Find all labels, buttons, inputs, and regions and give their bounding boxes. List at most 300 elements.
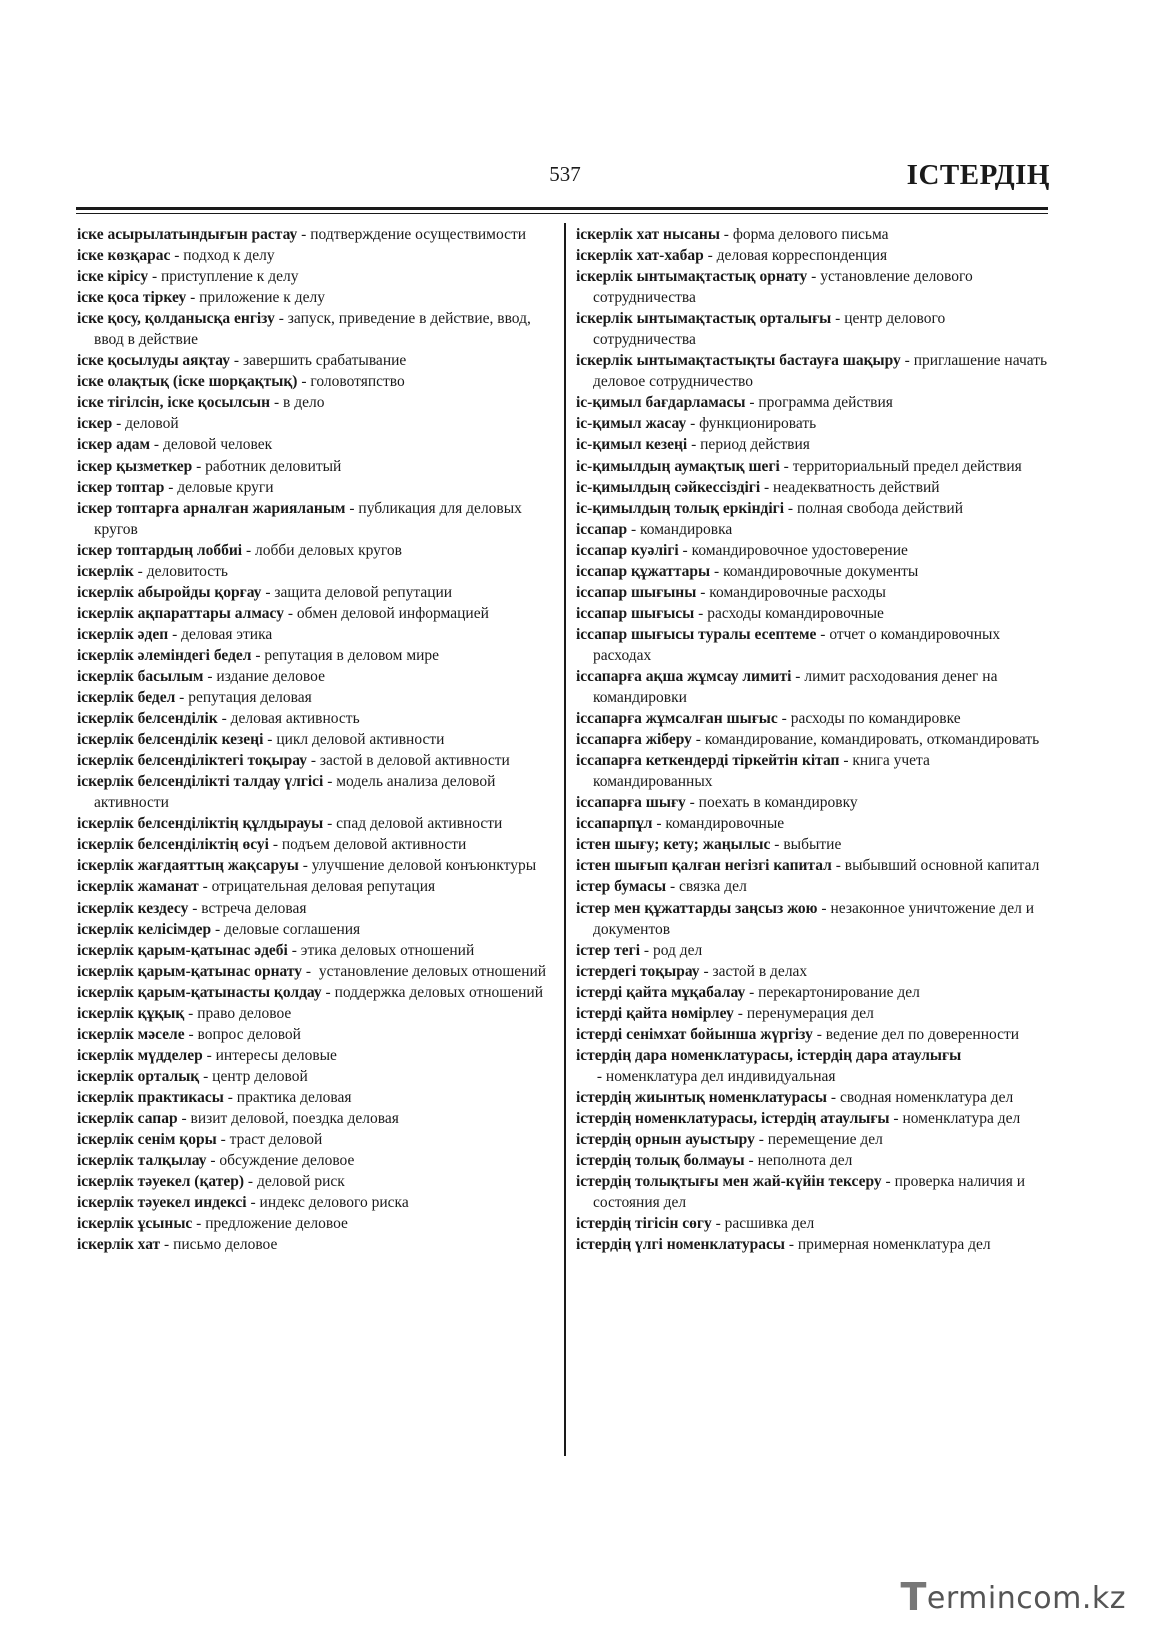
entry-term: іскерлік кездесу: [77, 899, 189, 917]
dictionary-entry: [77, 666, 551, 687]
dictionary-entry: [576, 603, 1050, 624]
dictionary-entry: [576, 540, 1050, 561]
entry-term: іскерлік тәуекел индексі: [77, 1194, 247, 1212]
entry-term: іссапарға жіберу: [576, 731, 692, 749]
entry-term: іскерлік әдеп: [77, 625, 169, 643]
dictionary-entry: [576, 477, 1050, 498]
dictionary-entry: [576, 876, 1050, 897]
entry-term: іскерлік басылым: [77, 667, 204, 685]
dictionary-entry: [77, 287, 551, 308]
entry-definition: встреча деловая: [201, 899, 307, 917]
entry-term: іскерлік тәуекел (қатер): [77, 1173, 245, 1191]
entry-definition: командировка: [640, 520, 733, 538]
entry-definition: запуск, приведение в действие, ввод, ввод в действие: [94, 310, 531, 349]
entry-separator: -: [283, 604, 297, 622]
entry-separator: -: [206, 1152, 220, 1170]
entry-separator: -: [831, 857, 845, 875]
entry-definition: деловая этика: [181, 625, 273, 643]
dictionary-entry: [77, 350, 551, 371]
entry-definition: подход к делу: [183, 247, 275, 265]
entry-term: іскерлік белсенділіктің өсуі: [77, 836, 269, 854]
entry-definition: обмен деловой информацией: [296, 604, 489, 622]
entry-term: іссапарға ақша жұмсау лимиті: [576, 667, 792, 685]
dictionary-entry: [576, 961, 1050, 982]
dictionary-entry: [77, 855, 551, 876]
entry-definition: деловой человек: [162, 436, 273, 454]
entry-definition: репутация деловая: [188, 689, 312, 707]
entry-term: іскерлік сенім қоры: [77, 1131, 217, 1149]
entry-definition: расходы командировочные: [707, 604, 884, 622]
dictionary-entry: [77, 898, 551, 919]
entry-term: істер мен құжаттарды заңсыз жою: [576, 899, 818, 917]
entry-definition: территориальный предел действия: [792, 457, 1022, 475]
entry-separator: -: [686, 415, 700, 433]
dictionary-entry: [77, 1066, 551, 1087]
entry-separator: -: [719, 226, 733, 243]
entry-term: іскерлік: [77, 562, 134, 580]
entry-definition: поехать в командировку: [698, 794, 858, 812]
entry-definition: деловая корреспонденция: [716, 247, 888, 265]
entry-term: істердегі тоқырау: [576, 962, 700, 980]
entry-separator: -: [881, 1173, 895, 1191]
entry-separator: -: [640, 941, 653, 959]
entry-term: іске қосылуды аяқтау: [77, 352, 231, 370]
entry-definition: головотяпство: [310, 373, 405, 391]
watermark-text: ermincom.kz: [926, 1581, 1126, 1616]
header-rule-thin: [76, 213, 1048, 214]
dictionary-entry: [576, 982, 1050, 1003]
dictionary-entry: [77, 266, 551, 287]
entry-definition: неадекватность действий: [773, 478, 940, 496]
entry-separator: -: [691, 731, 705, 749]
dictionary-entry: [77, 1171, 551, 1192]
dictionary-entry: [576, 245, 1050, 266]
entry-separator: -: [251, 646, 265, 664]
entry-separator: -: [133, 562, 147, 580]
dictionary-entry: [77, 456, 551, 477]
dictionary-entry: [77, 413, 551, 434]
entry-definition: подъем деловой активности: [281, 836, 467, 854]
dictionary-entry: [77, 1192, 551, 1213]
entry-definition: установление деловых отношений: [318, 962, 547, 980]
entry-term: іскерлік келісімдер: [77, 920, 212, 938]
entry-separator: -: [261, 583, 275, 601]
dictionary-entry: [576, 350, 1050, 392]
entry-term: іскерлік практикасы: [77, 1088, 224, 1106]
entry-definition: выбытие: [783, 836, 842, 854]
entry-definition: право деловое: [197, 1004, 292, 1022]
entry-term: іске көзқарас: [77, 247, 171, 265]
entry-definition: обсуждение деловое: [219, 1152, 355, 1170]
running-head: ІСТЕРДІҢ: [906, 159, 1050, 191]
entry-term: іссапарға шығу: [576, 794, 686, 812]
entry-separator: -: [777, 710, 791, 728]
entry-separator: -: [198, 878, 212, 896]
entry-term: іссапар құжаттары: [576, 562, 711, 580]
entry-definition: выбывший основной капитал: [844, 857, 1040, 875]
entry-term: іссапар куәлігі: [576, 541, 679, 559]
entry-term: іскерлік әлеміндегі бедел: [77, 646, 252, 664]
entry-separator: -: [302, 962, 319, 980]
entry-definition: репутация в деловом мире: [264, 646, 440, 664]
dictionary-entry: [77, 1087, 551, 1108]
entry-separator: -: [817, 899, 831, 917]
entry-definition: завершить срабатывание: [242, 352, 407, 370]
dictionary-entry: [77, 982, 551, 1003]
dictionary-entry: [77, 1234, 551, 1255]
entry-definition: практика деловая: [236, 1088, 352, 1106]
entry-term: іскерлік сапар: [77, 1109, 178, 1127]
entry-separator: -: [184, 1004, 198, 1022]
entry-separator: -: [148, 268, 161, 286]
entry-definition: вопрос деловой: [197, 1025, 301, 1043]
entry-separator: -: [217, 710, 231, 728]
dictionary-entry: [576, 1129, 1050, 1150]
entry-separator: -: [345, 499, 359, 517]
dictionary-entry: [77, 477, 551, 498]
dictionary-entry: [576, 308, 1050, 350]
entry-separator: -: [754, 1131, 768, 1149]
entry-definition: застой в делах: [712, 962, 808, 980]
entry-definition: защита деловой репутации: [274, 583, 453, 601]
entry-separator: -: [202, 1046, 216, 1064]
entry-definition: работник деловитый: [205, 457, 342, 475]
entry-definition: связка дел: [679, 878, 747, 896]
entry-separator: -: [150, 436, 163, 454]
entry-separator: -: [784, 1236, 798, 1254]
entry-term: іссапарға кеткендерді тіркейтін кітап: [576, 752, 840, 770]
dictionary-entry: [77, 940, 551, 961]
entry-separator: -: [812, 1025, 826, 1043]
dictionary-entry: [576, 1003, 1050, 1024]
entry-term: істердің жиынтық номенклатурасы: [576, 1088, 828, 1106]
entry-definition: деловой риск: [256, 1173, 345, 1191]
entry-separator: -: [184, 1025, 198, 1043]
dictionary-entry: [576, 456, 1050, 477]
dictionary-entry: [576, 498, 1050, 519]
dictionary-entry: [77, 498, 551, 540]
entry-term: іскерлік белсенділіктің құлдырауы: [77, 815, 324, 833]
dictionary-entry: [576, 1150, 1050, 1171]
dictionary-entry: [77, 561, 551, 582]
dictionary-entry: [77, 750, 551, 771]
dictionary-entry: [77, 624, 551, 645]
dictionary-entry: [576, 792, 1050, 813]
entry-separator: -: [192, 1215, 206, 1233]
entry-term: істерді қайта мұқабалау: [576, 983, 746, 1001]
dictionary-entry: [576, 898, 1050, 940]
entry-definition: сводная номенклатура дел: [839, 1088, 1014, 1106]
entry-separator: -: [112, 415, 126, 433]
entry-term: іскерлік хат нысаны: [576, 226, 720, 243]
entry-term: істерді сенімхат бойынша жүргізу: [576, 1025, 813, 1043]
entry-separator: -: [203, 667, 217, 685]
dictionary-entry: [77, 540, 551, 561]
entry-term: іскерлік хат-хабар: [576, 247, 704, 265]
entry-term: іскерлік жаманат: [77, 878, 199, 896]
entry-separator: -: [687, 436, 701, 454]
entry-separator: -: [175, 689, 189, 707]
entry-term: іс-қимылдың аумақтық шегі: [576, 457, 780, 475]
dictionary-entry: [576, 750, 1050, 792]
entry-separator: -: [263, 731, 277, 749]
entry-definition: издание деловое: [216, 667, 325, 685]
dictionary-entry: [77, 1108, 551, 1129]
entry-definition: незаконное уничтожение дел и документов: [593, 899, 1035, 938]
entry-separator: -: [268, 836, 282, 854]
entry-term: іссапар шығыны: [576, 583, 697, 601]
entry-separator: -: [770, 836, 784, 854]
dictionary-entry: [576, 834, 1050, 855]
entry-definition: примерная номенклатура дел: [797, 1236, 991, 1254]
dictionary-entry: [576, 1045, 1050, 1087]
entry-definition: приложение к делу: [199, 289, 325, 307]
entry-term: іссапар шығысы: [576, 604, 695, 622]
entry-definition: поддержка деловых отношений: [334, 983, 544, 1001]
dictionary-entry: [576, 413, 1050, 434]
dictionary-entry: [77, 645, 551, 666]
entry-term: іске тігілсін, іске қосылсын: [77, 394, 271, 412]
entry-definition: приступление к делу: [161, 268, 299, 286]
entry-term: іс-қимылдың толық еркіндігі: [576, 499, 785, 517]
entry-separator: -: [711, 1215, 725, 1233]
entry-separator: -: [323, 773, 337, 791]
entry-definition: командирование, командировать, откомандировать: [704, 731, 1040, 749]
entry-term: іскерлік ынтымақтастықты бастауға шақыру: [576, 352, 901, 370]
entry-separator: -: [168, 625, 182, 643]
dictionary-entry: [77, 687, 551, 708]
dictionary-entry: [576, 1087, 1050, 1108]
entry-separator: -: [696, 583, 710, 601]
dictionary-column-right: [576, 224, 1050, 1255]
entry-separator: -: [760, 478, 774, 496]
entry-definition: в дело: [283, 394, 325, 412]
entry-definition: период действия: [700, 436, 810, 454]
entry-separator: -: [242, 541, 256, 559]
dictionary-entry: [77, 392, 551, 413]
entry-term: істердің толықтығы мен жай-күйін тексеру: [576, 1173, 882, 1191]
entry-term: іс-қимыл бағдарламасы: [576, 394, 746, 412]
entry-term: іске қосу, қолданысқа енгізу: [77, 310, 275, 328]
dictionary-entry: [576, 940, 1050, 961]
entry-definition: деловой: [125, 415, 179, 433]
entry-term: іссапар шығысы туралы есептеме: [576, 625, 817, 643]
entry-term: іске қоса тіркеу: [77, 289, 187, 307]
dictionary-entry: [77, 708, 551, 729]
dictionary-entry: [576, 1108, 1050, 1129]
dictionary-entry: [77, 245, 551, 266]
entry-definition: лимит расходования денег на командировки: [593, 667, 998, 707]
entry-term: істердің номенклатурасы, істердің атаулығы: [576, 1109, 890, 1127]
dictionary-entry: [77, 582, 551, 603]
entry-term: іскерлік құқық: [77, 1004, 185, 1022]
entry-definition: индекс делового риска: [259, 1194, 409, 1212]
entry-term: іскерлік қарым-қатынасты қолдау: [77, 983, 322, 1001]
entry-separator: -: [627, 520, 641, 538]
entry-term: іскерлік хат: [77, 1236, 161, 1254]
entry-definition: ведение дел по доверенности: [825, 1025, 1020, 1043]
termincom-watermark-logo: [900, 1575, 1127, 1619]
entry-definition: командировочное удостоверение: [691, 541, 908, 559]
entry-term: іскерлік мәселе: [77, 1025, 185, 1043]
entry-separator: -: [297, 373, 311, 391]
entry-definition: цикл деловой активности: [276, 731, 445, 749]
entry-definition: функционировать: [699, 415, 817, 433]
dictionary-entry: [77, 1150, 551, 1171]
entry-term: іс-қимылдың сәйкессіздігі: [576, 478, 761, 496]
entry-separator: -: [230, 352, 243, 370]
dictionary-entry: [77, 434, 551, 455]
entry-separator: -: [216, 1131, 230, 1149]
watermark-initial: T: [900, 1575, 927, 1619]
entry-definition: подтверждение осуществимости: [310, 226, 527, 243]
entry-term: іскерлік белсенділік: [77, 710, 218, 728]
dictionary-entry: [576, 666, 1050, 708]
entry-separator: -: [694, 604, 708, 622]
entry-term: іскерлік мүдделер: [77, 1046, 203, 1064]
entry-definition: командировочные документы: [723, 562, 919, 580]
entry-separator: -: [170, 247, 184, 265]
entry-definition: полная свобода действий: [796, 499, 964, 517]
entry-term: іскер топтар: [77, 478, 165, 496]
entry-definition: модель анализа деловой активности: [94, 773, 496, 812]
entry-separator: -: [321, 983, 335, 1001]
entry-definition: деловитость: [146, 562, 228, 580]
entry-term: іскерлік ынтымақтастық орталығы: [576, 310, 832, 328]
entry-definition: визит деловой, поездка деловая: [190, 1109, 399, 1127]
entry-definition: перенумерация дел: [746, 1004, 874, 1022]
entry-definition: командировочные расходы: [709, 583, 886, 601]
entry-separator: -: [807, 268, 821, 286]
entry-separator: -: [223, 1088, 237, 1106]
entry-term: іскерлік абыройды қорғау: [77, 583, 262, 601]
entry-definition: форма делового письма: [732, 226, 889, 243]
entry-definition: письмо деловое: [173, 1236, 278, 1254]
column-divider: [564, 223, 566, 1456]
dictionary-entry: [576, 813, 1050, 834]
dictionary-entry: [576, 434, 1050, 455]
entry-separator: -: [244, 1173, 257, 1191]
entry-term: істердің толық болмауы: [576, 1152, 745, 1170]
dictionary-entry: [77, 1045, 551, 1066]
entry-separator: -: [160, 1236, 174, 1254]
entry-separator: -: [784, 499, 797, 517]
dictionary-entry: [77, 1129, 551, 1150]
dictionary-entry: [576, 582, 1050, 603]
dictionary-entry: [576, 624, 1050, 666]
entry-term: іскерлік бедел: [77, 689, 176, 707]
dictionary-entry: [77, 813, 551, 834]
entry-definition: расходы по командировке: [790, 710, 961, 728]
entry-definition: номенклатура дел индивидуальная: [605, 1067, 836, 1085]
entry-term: іскер қызметкер: [77, 457, 193, 475]
entry-definition: программа действия: [758, 394, 893, 412]
dictionary-entry: [576, 224, 1050, 245]
entry-term: істердің тігісін сөгу: [576, 1215, 712, 1233]
entry-separator: -: [211, 920, 225, 938]
entry-definition: спад деловой активности: [336, 815, 503, 833]
dictionary-entry: [77, 771, 551, 813]
entry-separator: -: [791, 667, 805, 685]
dictionary-entry: [77, 224, 551, 245]
entry-separator: -: [274, 310, 288, 328]
entry-definition: перемещение дел: [767, 1131, 883, 1149]
dictionary-entry: [576, 392, 1050, 413]
entry-separator: -: [733, 1004, 747, 1022]
dictionary-entry: [77, 961, 551, 982]
entry-definition: номенклатура дел: [902, 1109, 1021, 1127]
dictionary-entry: [576, 519, 1050, 540]
dictionary-entry: [77, 371, 551, 392]
entry-separator: -: [246, 1194, 260, 1212]
entry-separator: -: [831, 310, 845, 328]
dictionary-entry: [576, 1171, 1050, 1213]
dictionary-entry: [576, 1234, 1050, 1255]
entry-separator: -: [699, 962, 713, 980]
entry-definition: деловая активность: [230, 710, 360, 728]
entry-separator: -: [900, 352, 914, 370]
entry-separator: -: [816, 625, 830, 643]
dictionary-entry: [576, 708, 1050, 729]
entry-term: істерді қайта нөмірлеу: [576, 1004, 734, 1022]
entry-term: істен шығу; кету; жаңылыс: [576, 836, 771, 854]
entry-term: іскерлік ақпараттары алмасу: [77, 604, 284, 622]
entry-separator: -: [186, 289, 200, 307]
entry-definition: книга учета командированных: [593, 752, 930, 791]
entry-separator: -: [593, 1067, 606, 1085]
entry-separator: -: [177, 1109, 191, 1127]
entry-separator: -: [827, 1088, 840, 1106]
entry-separator: -: [678, 541, 692, 559]
entry-term: істер тегі: [576, 941, 641, 959]
entry-separator: -: [323, 815, 337, 833]
header-rule-thick: [76, 207, 1048, 210]
entry-term: іске асырылатындығын растау: [77, 226, 298, 243]
entry-term: іскерлік орталық: [77, 1067, 200, 1085]
entry-separator: -: [306, 752, 320, 770]
entry-separator: -: [685, 794, 699, 812]
entry-term: іс-қимыл кезеңі: [576, 436, 688, 454]
entry-definition: неполнота дел: [757, 1152, 853, 1170]
entry-separator: -: [188, 899, 202, 917]
entry-separator: -: [703, 247, 717, 265]
entry-definition: публикация для деловых кругов: [94, 499, 522, 538]
entry-definition: приглашение начать деловое сотрудничество: [593, 352, 1048, 391]
entry-definition: род дел: [652, 941, 703, 959]
entry-definition: установление делового сотрудничества: [593, 268, 973, 307]
entry-definition: деловые соглашения: [224, 920, 361, 938]
dictionary-entry: [77, 308, 551, 350]
entry-definition: перекартонирование дел: [758, 983, 920, 1001]
dictionary-entry: [77, 919, 551, 940]
entry-definition: отрицательная деловая репутация: [211, 878, 436, 896]
entry-term: істердің орнын ауыстыру: [576, 1131, 755, 1149]
entry-definition: траст деловой: [229, 1131, 323, 1149]
entry-term: іскерлік белсенділіктегі тоқырау: [77, 752, 307, 770]
entry-separator: -: [298, 857, 312, 875]
entry-term: іскерлік қарым-қатынас орнату: [77, 962, 303, 980]
entry-separator: -: [889, 1109, 903, 1127]
dictionary-entry: [77, 729, 551, 750]
entry-term: іскерлік талқылау: [77, 1152, 207, 1170]
entry-definition: этика деловых отношений: [300, 941, 475, 959]
entry-term: істердің үлгі номенклатурасы: [576, 1236, 785, 1254]
entry-term: іссапар: [576, 520, 628, 538]
entry-term: істер бумасы: [576, 878, 667, 896]
dictionary-entry: [77, 1003, 551, 1024]
entry-definition: деловые круги: [177, 478, 274, 496]
entry-separator: -: [779, 457, 793, 475]
